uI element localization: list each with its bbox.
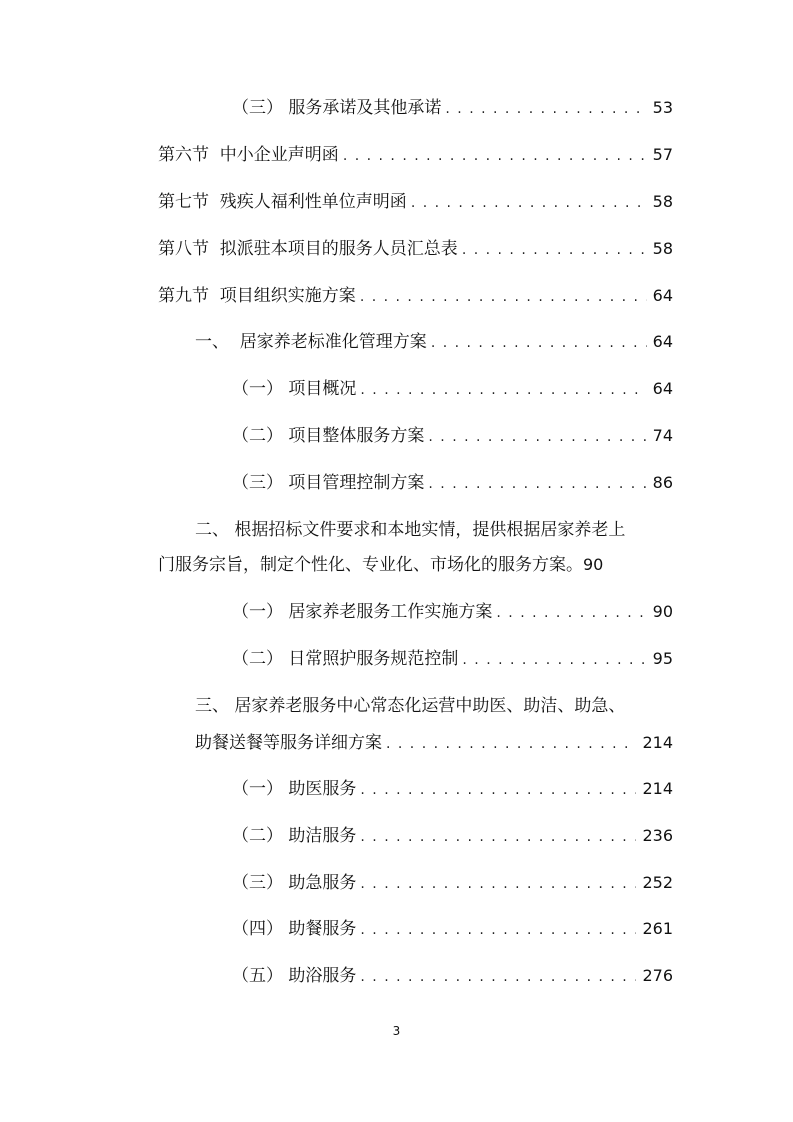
toc-entry[interactable] [232, 424, 673, 449]
toc-entry[interactable] [232, 964, 673, 989]
toc-entry[interactable] [158, 237, 673, 262]
toc-entry[interactable] [232, 471, 673, 496]
toc-entry[interactable] [232, 377, 673, 402]
toc-entry[interactable] [158, 143, 673, 168]
toc-entry-multiline-line1[interactable] [195, 518, 625, 542]
toc-entry[interactable] [232, 777, 673, 802]
toc-entry-page: 90 [583, 555, 604, 574]
toc-entry-page: 74 [652, 426, 673, 445]
toc-entry-page: 86 [652, 473, 673, 492]
toc-entry[interactable] [232, 871, 673, 896]
toc-entry-label: 第九节 项目组织实施方案 [158, 286, 356, 306]
toc-entry-label: （二） 项目整体服务方案 [232, 426, 425, 446]
dot-leader [428, 472, 646, 496]
toc-entry-label: （四） 助餐服务 [232, 919, 357, 939]
dot-leader [343, 144, 647, 168]
toc-entry-page: 95 [652, 649, 673, 668]
toc-entry-page: 64 [652, 332, 673, 351]
toc-entry-label: （三） 服务承诺及其他承诺 [232, 98, 442, 118]
toc-entry-label: 三、 居家养老服务中心常态化运营中助医、助洁、助急、 [195, 696, 626, 716]
toc-entry-page: 53 [652, 98, 673, 117]
toc-entry-page: 57 [652, 145, 673, 164]
toc-entry-page: 90 [652, 602, 673, 621]
dot-leader [428, 425, 646, 449]
dot-leader [431, 331, 647, 355]
dot-leader [360, 872, 636, 896]
dot-leader [360, 285, 647, 309]
toc-entry-label: （五） 助浴服务 [232, 966, 357, 986]
toc-entry-page: 58 [652, 192, 673, 211]
toc-entry-page: 214 [642, 779, 673, 798]
dot-leader [360, 778, 636, 802]
toc-entry-label: （三） 项目管理控制方案 [232, 473, 425, 493]
toc-entry-multiline-line1[interactable] [195, 694, 625, 718]
toc-entry-label: 第七节 残疾人福利性单位声明函 [158, 192, 407, 212]
toc-entry-label: （一） 项目概况 [232, 379, 357, 399]
dot-leader [445, 97, 646, 121]
toc-entry[interactable] [158, 284, 673, 309]
toc-entry[interactable] [195, 330, 673, 355]
toc-entry-label: （一） 居家养老服务工作实施方案 [232, 602, 493, 622]
toc-entry-multiline-line2[interactable] [195, 731, 673, 756]
dot-leader [462, 238, 647, 262]
toc-entry[interactable] [232, 600, 673, 625]
toc-entry-page: 58 [652, 239, 673, 258]
toc-entry-label: （二） 助洁服务 [232, 826, 357, 846]
toc-entry[interactable] [158, 190, 673, 215]
toc-entry-page: 252 [642, 873, 673, 892]
dot-leader [360, 918, 636, 942]
toc-entry-label: 二、 根据招标文件要求和本地实情，提供根据居家养老上 [195, 520, 626, 540]
toc-entry-label: 第六节 中小企业声明函 [158, 145, 339, 165]
toc-entry-page: 261 [642, 919, 673, 938]
toc-entry[interactable] [232, 647, 673, 672]
toc-entry-label: 第八节 拟派驻本项目的服务人员汇总表 [158, 239, 458, 259]
toc-entry-label: （一） 助医服务 [232, 779, 357, 799]
dot-leader [411, 191, 647, 215]
toc-entry[interactable] [232, 96, 673, 121]
dot-leader [462, 648, 646, 672]
toc-entry-page: 236 [642, 826, 673, 845]
dot-leader [496, 601, 646, 625]
toc-entry-page: 64 [652, 286, 673, 305]
toc-entry[interactable] [232, 917, 673, 942]
page-number: 3 [392, 1024, 401, 1038]
dot-leader [360, 825, 636, 849]
toc-entry-multiline-line2[interactable] [158, 553, 603, 577]
toc-entry-page: 64 [652, 379, 673, 398]
toc-entry-page: 214 [642, 733, 673, 752]
toc-entry-label: 门服务宗旨，制定个性化、专业化、市场化的服务方案。 [158, 555, 583, 575]
dot-leader [360, 378, 646, 402]
toc-entry-label: （二） 日常照护服务规范控制 [232, 649, 459, 669]
toc-entry-label: 助餐送餐等服务详细方案 [195, 733, 382, 753]
toc-entry-label: （三） 助急服务 [232, 873, 357, 893]
toc-entry-label: 一、 居家养老标准化管理方案 [195, 332, 427, 352]
toc-entry-page: 276 [642, 966, 673, 985]
dot-leader [386, 732, 636, 756]
toc-entry[interactable] [232, 824, 673, 849]
dot-leader [360, 965, 636, 989]
